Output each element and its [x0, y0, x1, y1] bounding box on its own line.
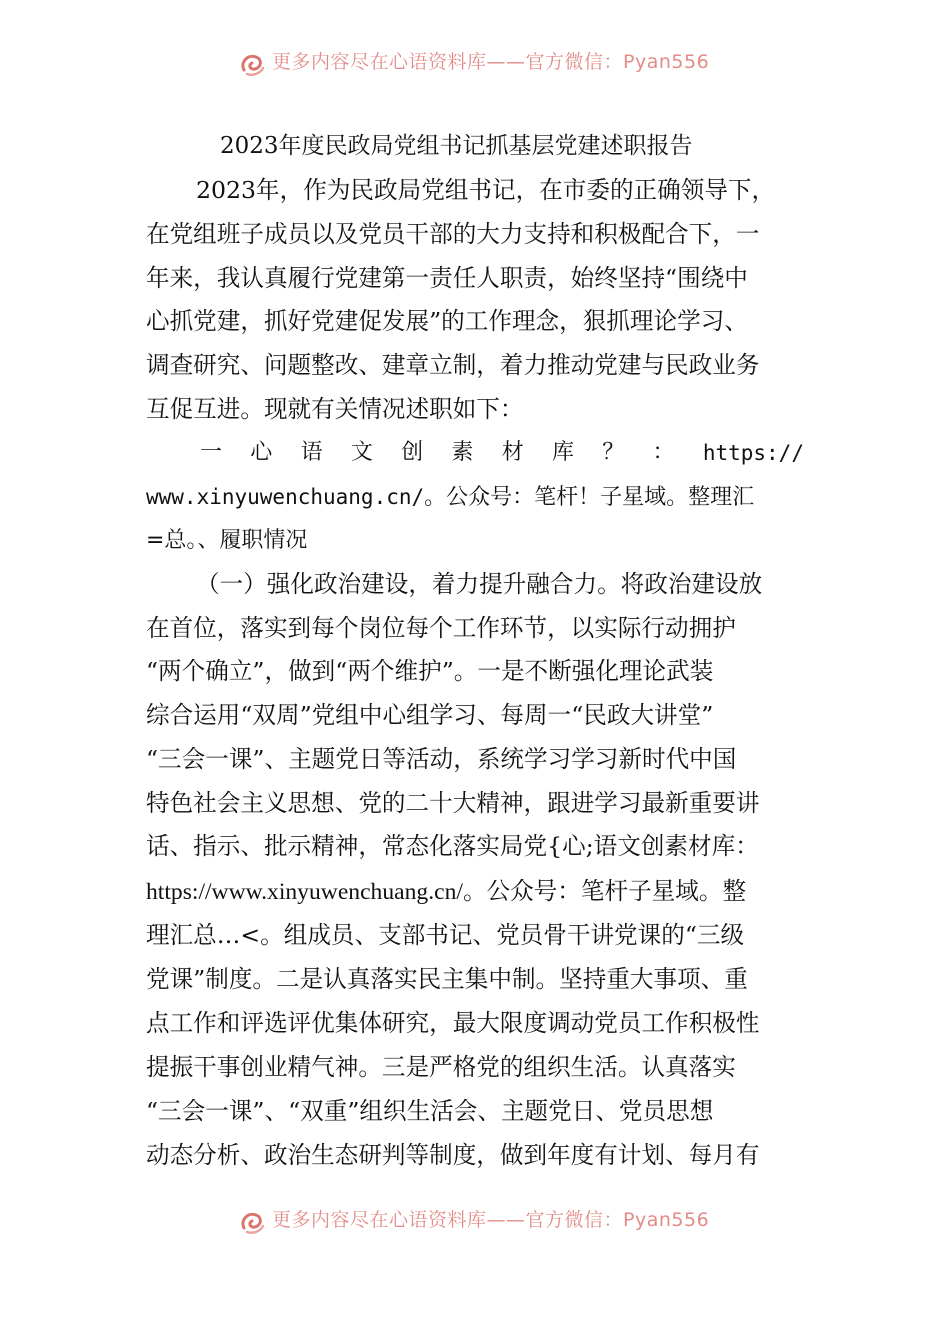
- body-url: https://www.xinyuwenchuang.cn/: [146, 879, 463, 905]
- body-line-12: “三会一课”、“双重”组织生活会、主题党日、党员思想: [146, 1097, 714, 1125]
- swirl-logo-icon: [238, 50, 266, 78]
- heading-char: 心: [250, 440, 273, 465]
- watermark-banner-top: [0, 50, 950, 78]
- swirl-logo-icon: [238, 1208, 266, 1236]
- intro-line-2: 在党组班子成员以及党员干部的大力支持和积极配合下，一: [146, 220, 760, 248]
- body-line-10: 点工作和评选评优集体研究，最大限度调动党员工作积极性: [146, 1009, 760, 1037]
- heading-char: 库: [551, 440, 574, 465]
- intro-line-3: 年来，我认真履行党建第一责任人职责，始终坚持“围绕中: [146, 264, 748, 292]
- body-url-line: [146, 873, 950, 909]
- heading-char: ：: [652, 440, 675, 465]
- body-line-13: 动态分析、政治生态研判等制度，做到年度有计划、每月有: [146, 1141, 760, 1169]
- page-title: 2023年度民政局党组书记抓基层党建述职报告: [220, 133, 693, 159]
- body-line-3: “两个确立”，做到“两个维护”。一是不断强化理论武装: [146, 657, 714, 685]
- heading-char: 语: [300, 440, 323, 465]
- heading-char: ？: [602, 440, 625, 465]
- body-line-9: 党课”制度。二是认真落实民主集中制。坚持重大事项、重: [146, 965, 748, 993]
- body-line-8: 理汇总…<。组成员、支部书记、党员骨干讲党课的“三级: [146, 921, 745, 949]
- body-line-1: （一）强化政治建设，着力提升融合力。将政治建设放: [196, 570, 763, 598]
- section-heading-line-1: [200, 435, 804, 471]
- heading-char: 文: [350, 440, 373, 465]
- body-line-11: 提振干事创业精气神。三是严格党的组织生活。认真落实: [146, 1053, 736, 1081]
- section-heading-line-2: [146, 479, 950, 515]
- body-line-4: 综合运用“双周”党组中心组学习、每周一“民政大讲堂”: [146, 701, 714, 729]
- body-line-2: 在首位，落实到每个岗位每个工作环节，以实际行动拥护: [146, 614, 736, 642]
- body-line-7: 话、指示、批示精神，常态化落实局党{心;语文创素材库：: [146, 832, 759, 860]
- section-heading-line-3: =总。、履职情况: [146, 528, 308, 553]
- intro-line-5: 调查研究、问题整改、建章立制，着力推动党建与民政业务: [146, 351, 760, 379]
- watermark-text: 更多内容尽在心语资料库——官方微信：Pyan556: [272, 1208, 710, 1231]
- heading-rest: 。公众号：笔杆！子星域。整理汇: [424, 485, 755, 510]
- body-url-rest: 。公众号：笔杆子星域。整: [462, 877, 747, 905]
- intro-line-1: 2023年，作为民政局党组书记，在市委的正确领导下，: [196, 176, 776, 204]
- watermark-banner-bottom: [0, 1208, 950, 1236]
- watermark-text: 更多内容尽在心语资料库——官方微信：Pyan556: [272, 50, 710, 73]
- heading-char: 素: [451, 440, 474, 465]
- body-line-5: “三会一课”、主题党日等活动，系统学习学习新时代中国: [146, 745, 737, 773]
- heading-url: www.xinyuwenchuang.cn/: [146, 485, 425, 509]
- body-line-6: 特色社会主义思想、党的二十大精神，跟进学习最新重要讲: [146, 789, 760, 817]
- intro-line-4: 心抓党建，抓好党建促发展”的工作理念，狠抓理论学习、: [146, 307, 748, 335]
- heading-char: 创: [401, 440, 424, 465]
- intro-line-6: 互促互进。现就有关情况述职如下：: [146, 395, 524, 423]
- heading-char: 材: [501, 440, 524, 465]
- heading-char: 一: [200, 440, 223, 465]
- heading-url-start: https://: [702, 441, 804, 465]
